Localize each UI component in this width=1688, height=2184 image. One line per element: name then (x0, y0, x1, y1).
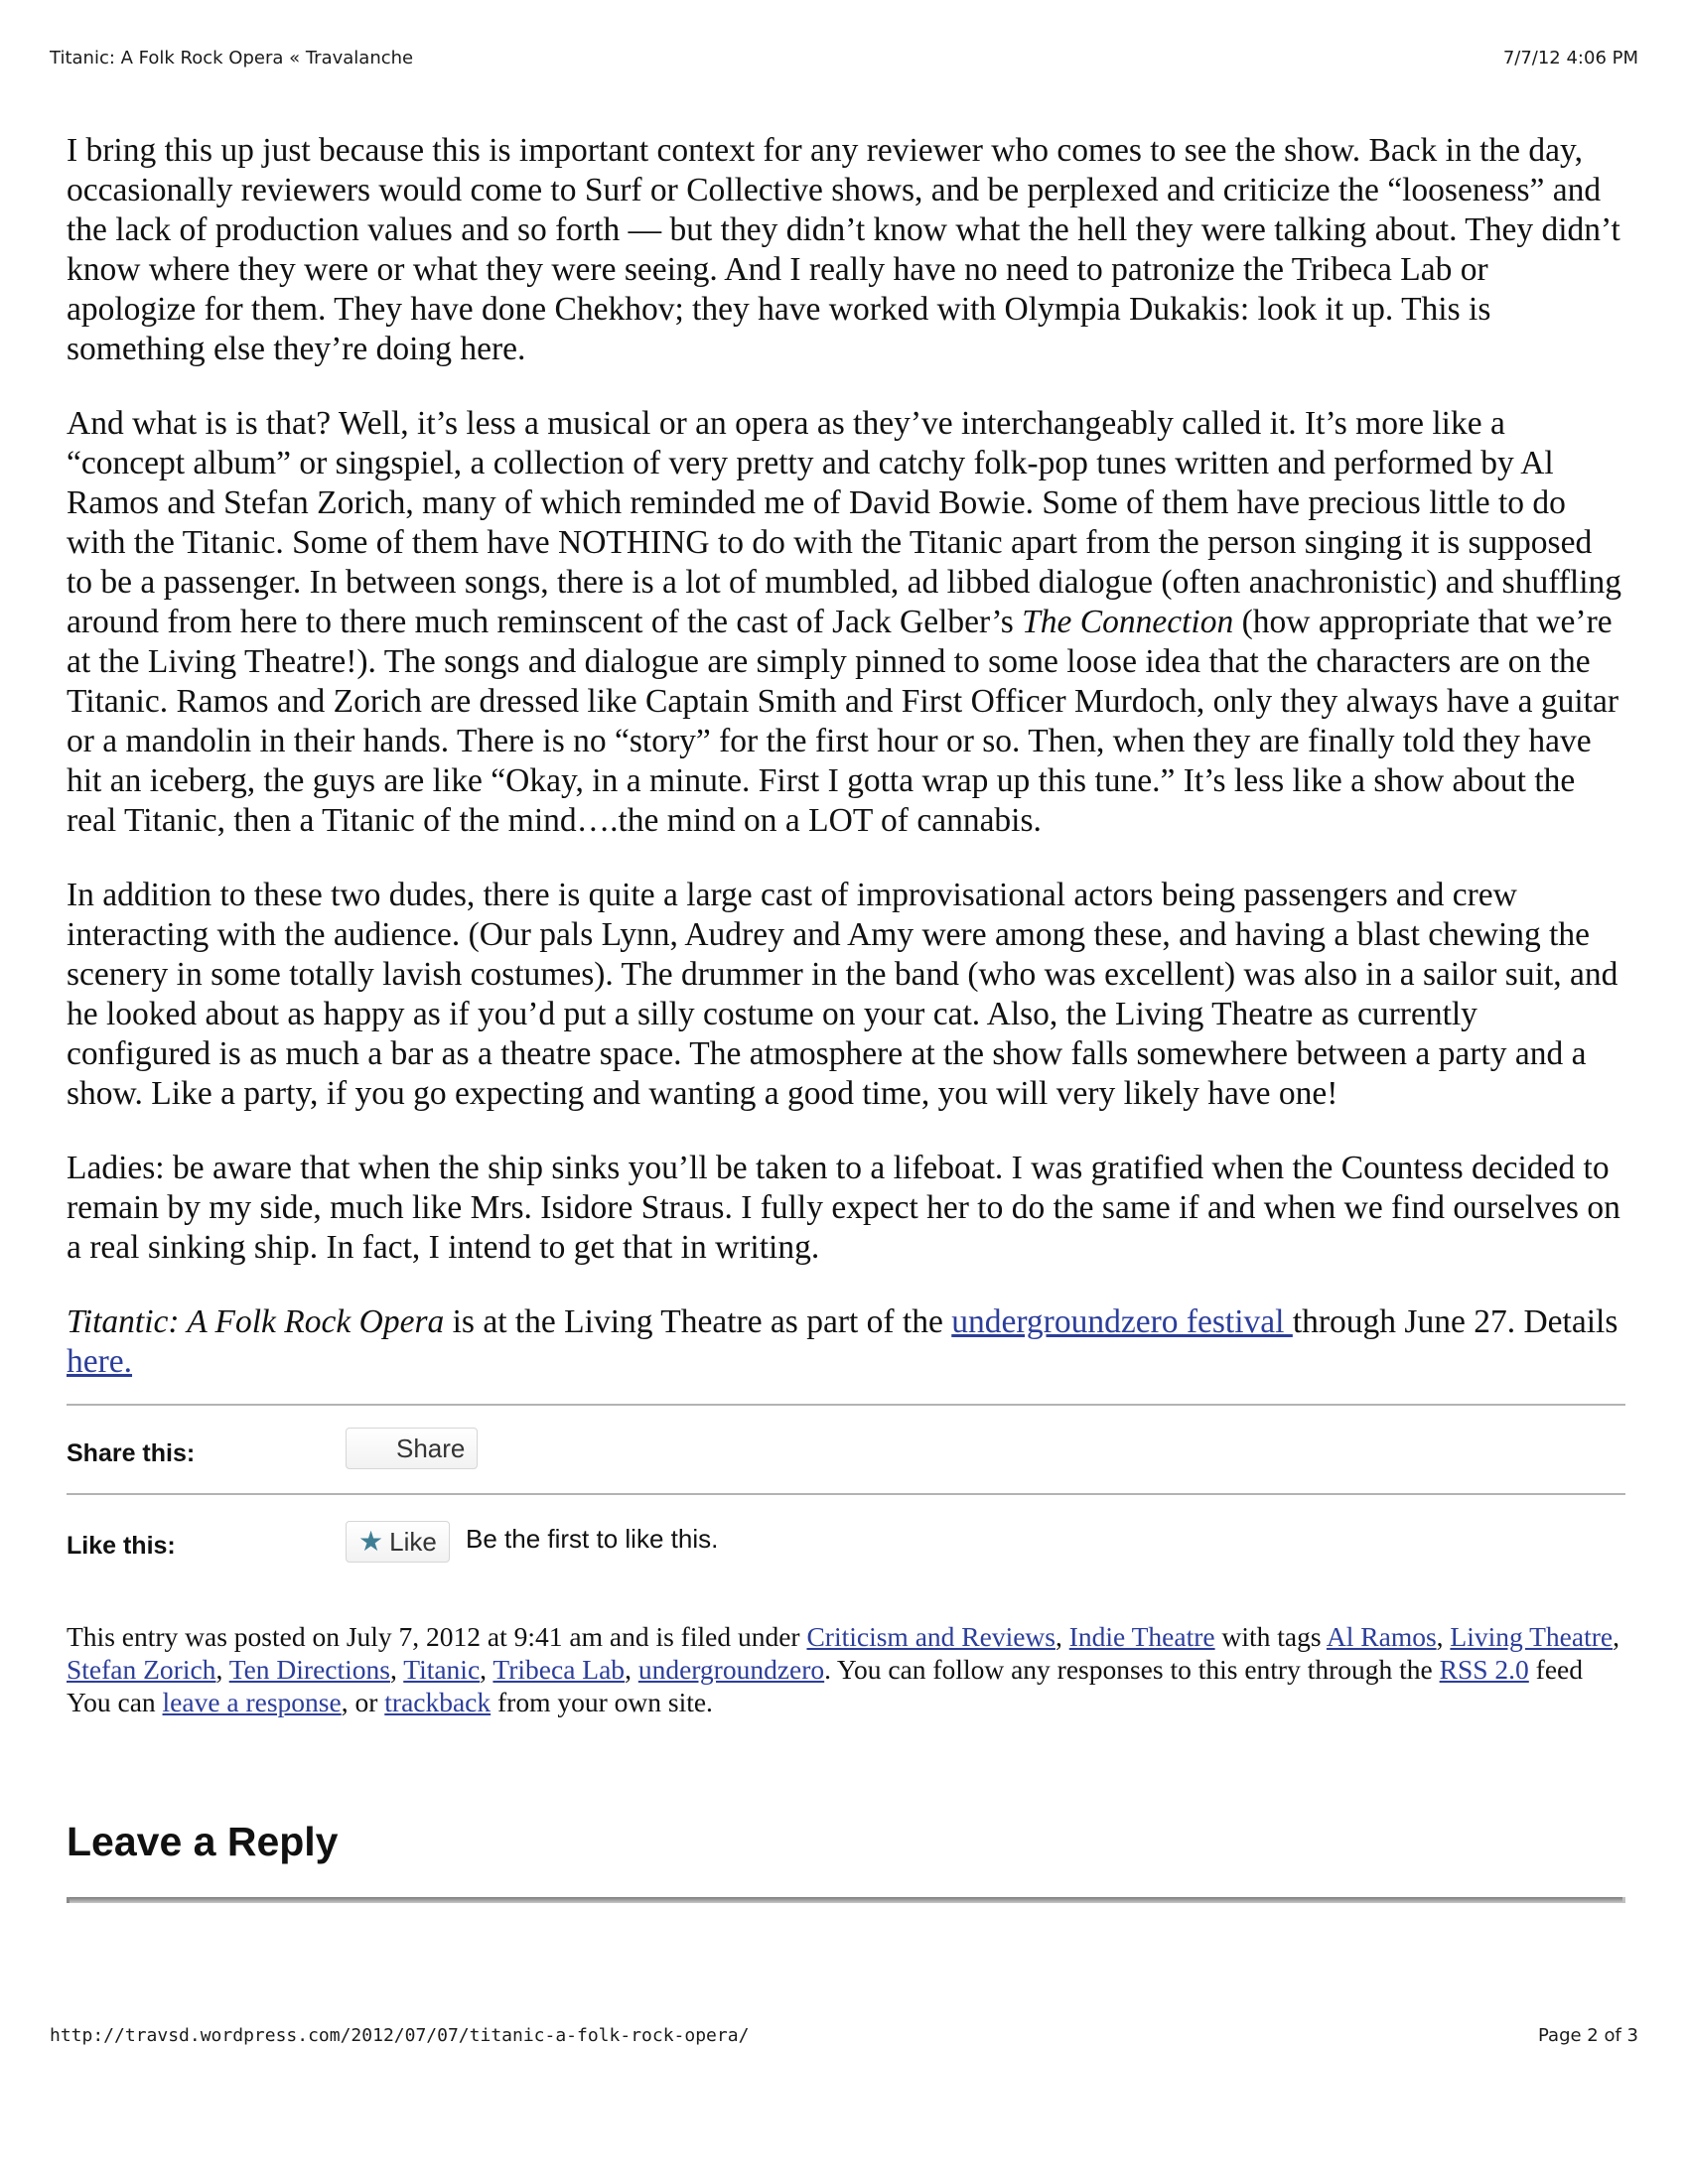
like-count-note: Be the first to like this. (466, 1524, 719, 1554)
category-link[interactable]: Indie Theatre (1068, 1621, 1215, 1652)
print-footer (50, 2025, 1638, 2049)
italic-title: The Connection (1022, 604, 1234, 640)
trackback-link[interactable]: trackback (384, 1687, 492, 1717)
leave-reply-heading: Leave a Reply (67, 1819, 339, 1864)
tag-link[interactable]: Titanic (403, 1654, 481, 1685)
article-paragraph: In addition to these two dudes, there is quite a large cast of improvisational actors being passengers and crew interacting with the audience. (Our pals Lynn, Audrey and Amy were among these, and having a blast chewing the scenery in some totally lavish costumes). The drummer in the band (who was excellent) was also in a sailor suit, and he looked about as happy as if you’d put a silly costume on your cat. Also, the Living Theatre as currently configured is as much a bar as a theatre space. The atmosphere at the show falls somewhere between a party and a show. Like a party, if you go expecting and wanting a good time, you will very likely have one! (67, 877, 1618, 1112)
rss-link[interactable]: RSS 2.0 (1439, 1654, 1529, 1685)
tag-link[interactable]: Living Theatre (1450, 1621, 1614, 1652)
article-paragraph: And what is is that? Well, it’s less a musical or an opera as they’ve interchangeably called it. It’s more like a “concept album” or singspiel, a collection of very pretty and catchy folk-pop tunes written and performed by Al Ramos and Stefan Zorich, many of which reminded me of David Bowie. Some of them have precious little to do with the Titanic. Some of them have NOTHING to do with the Titanic apart from the person singing it is supposed to be a passenger. In between songs, there is a lot of mumbled, ad libbed dialogue (often anachronistic) and shuffling around from here to there much reminscent of the cast of Jack Gelber’s The Connection (how appropriate that we’re at the Living Theatre!). The songs and dialogue are simply pinned to some loose idea that the characters are on the Titanic. Ramos and Zorich are dressed like Captain Smith and First Officer Murdoch, only they always have a guitar or a mandolin in their hands. There is no “story” for the first hour or so. Then, when they are finally told they have hit an iceberg, the guys are like “Okay, in a minute. First I gotta wrap up this tune.” It’s less like a show about the real Titanic, then a Titanic of the mind….the mind on a LOT of cannabis. (67, 405, 1622, 839)
page-number: Page 2 of 3 (1538, 2025, 1638, 2046)
like-button-label: Like (389, 1527, 437, 1557)
share-label: Share this: (67, 1439, 196, 1467)
post-meta: This entry was posted on July 7, 2012 at 9:41 am and is filed under Criticism and Reviews, Indie Theatre with tags Al Ramos, Living Theatre, Stefan Zorich, Ten Directions, Titanic, Tribeca Lab, undergroundzero. You can follow any responses to this entry through the RSS 2.0 feed You can leave a response, or trackback from your own site. (67, 1621, 1619, 1717)
share-button[interactable] (346, 1428, 478, 1469)
tag-link[interactable]: Stefan Zorich (67, 1654, 216, 1685)
leave-response-link[interactable]: leave a response (162, 1687, 342, 1717)
like-section (67, 1495, 1625, 1582)
star-icon: ★ (358, 1526, 384, 1557)
festival-link[interactable]: undergroundzero festival (951, 1303, 1293, 1340)
share-section (67, 1406, 1625, 1493)
details-link[interactable]: here. (67, 1343, 133, 1380)
tag-link[interactable]: undergroundzero (637, 1654, 825, 1685)
tag-link[interactable]: Ten Directions (228, 1654, 390, 1685)
article-body (67, 131, 1625, 1903)
article-paragraph: Ladies: be aware that when the ship sinks you’ll be taken to a lifeboat. I was gratified when the Countess decided to remain by my side, much like Mrs. Isidore Straus. I fully expect her to do the same if and when we find ourselves on a real sinking ship. In fact, I intend to get that in writing. (67, 1150, 1620, 1266)
print-header (50, 48, 1638, 71)
article-paragraph: Titantic: A Folk Rock Opera is at the Living Theatre as part of the undergroundzero festival through June 27. Details here. (67, 1303, 1618, 1380)
page-url: http://travsd.wordpress.com/2012/07/07/titanic-a-folk-rock-opera/ (50, 2025, 750, 2046)
share-button-label: Share (396, 1433, 466, 1463)
reply-textarea[interactable] (67, 1897, 1625, 1903)
page-title: Titanic: A Folk Rock Opera « Travalanche (50, 48, 414, 68)
italic-title: Titantic: A Folk Rock Opera (67, 1303, 445, 1340)
article-paragraph: I bring this up just because this is important context for any reviewer who comes to see the show. Back in the day, occasionally reviewers would come to Surf or Collective shows, and be perplexed and criticize the “looseness” and the lack of production values and so forth — but they didn’t know what the hell they were talking about. They didn’t know where they were or what they were seeing. And I really have no need to patronize the Tribeca Lab or apologize for them. They have done Chekhov; they have worked with Olympia Dukakis: look it up. This is something else they’re doing here. (67, 132, 1620, 367)
like-button[interactable] (346, 1521, 450, 1563)
like-label: Like this: (67, 1532, 176, 1560)
tag-link[interactable]: Al Ramos (1326, 1621, 1437, 1652)
tag-link[interactable]: Tribeca Lab (492, 1654, 626, 1685)
print-timestamp: 7/7/12 4:06 PM (1502, 48, 1638, 68)
category-link[interactable]: Criticism and Reviews (806, 1621, 1055, 1652)
